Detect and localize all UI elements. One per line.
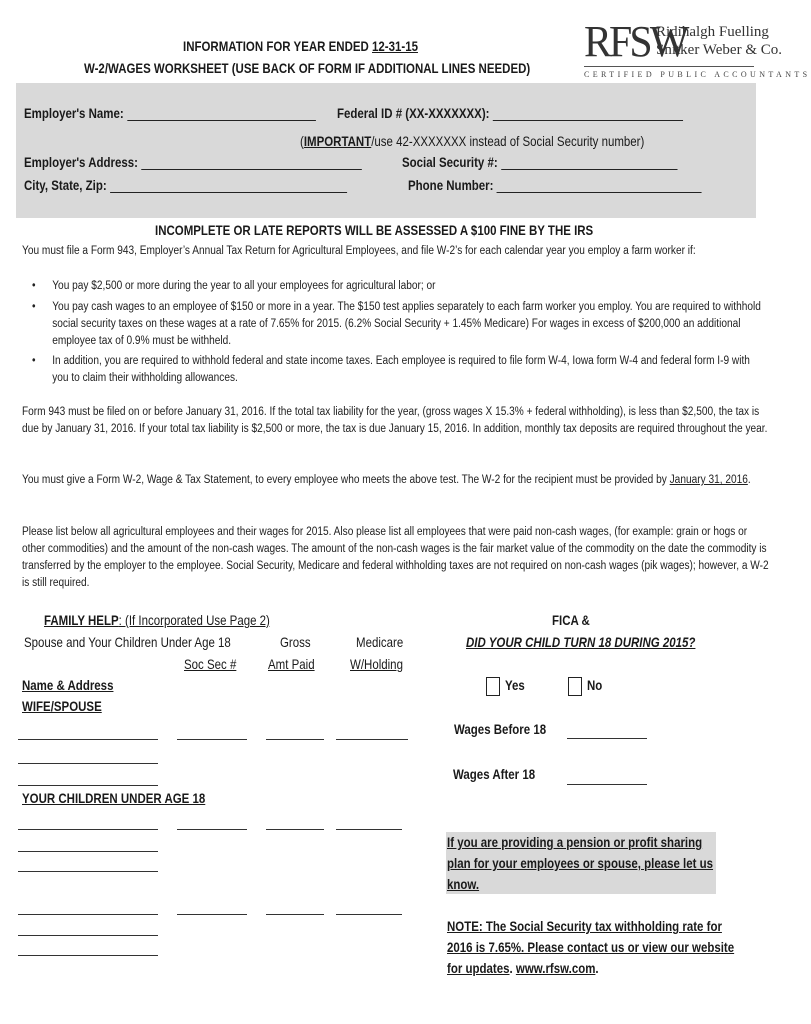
intro-bullet-2-text: You pay cash wages to an employee of $150 or more in a year. The $150 test applies separately to each farm worker you employ. You are required to withhold social security taxes on these wages at a rate of 7.65% for 2015. (6.2% Social Security + 1.45% Medicare) For wages in excess of $200,000 an additional employee tax of 0.9% must be withheld.	[52, 301, 761, 347]
header-year-date: 12-31-15	[372, 38, 418, 54]
rfsw-logo	[584, 17, 811, 82]
fica-title: FICA &	[552, 612, 590, 628]
child2-withholding-line[interactable]	[336, 914, 402, 915]
bullet-dot-1: •	[32, 280, 36, 292]
child-turn-18-question: DID YOUR CHILD TURN 18 DURING 2015?	[466, 634, 696, 650]
amt-paid-heading: Amt Paid	[268, 656, 315, 672]
employer-name-row	[24, 105, 316, 121]
logo-letters: RFSW	[584, 17, 687, 66]
child1-amt-paid-line[interactable]	[266, 829, 324, 830]
social-security-label: Social Security #:	[402, 154, 498, 170]
child2-name-line-1[interactable]	[18, 914, 158, 915]
important-note	[300, 133, 644, 149]
city-state-zip-field[interactable]	[110, 178, 347, 193]
intro-paragraph-3-text: You must give a Form W-2, Wage & Tax Statement, to every employee who meets the above test. The W-2 for the recipient must be provided by	[22, 474, 670, 486]
bullet-dot-2: •	[32, 301, 36, 313]
phone-field[interactable]	[497, 178, 702, 193]
intro-bullet-3-text: In addition, you are required to withhold federal and state income taxes. Each employee is required to file form W-4, Iowa form W-4 and federal form I-9 with you to claim their withholding allowances.	[52, 355, 750, 384]
soc-sec-heading: Soc Sec #	[184, 656, 237, 672]
intro-bullet-3	[32, 353, 762, 387]
ss-note-end: .	[595, 960, 599, 976]
family-help-heading	[44, 612, 270, 628]
important-word: IMPORTANT	[303, 133, 372, 149]
child1-name-line-1[interactable]	[18, 829, 158, 830]
employer-address-label: Employer's Address:	[24, 154, 138, 170]
federal-id-label: Federal ID # (XX-XXXXXXX):	[337, 105, 490, 121]
header-year-label: INFORMATION FOR YEAR ENDED	[183, 38, 369, 54]
w2-deadline: January 31, 2016	[669, 474, 748, 486]
spouse-name-line-2[interactable]	[18, 763, 158, 764]
intro-bullet-1	[32, 278, 762, 295]
ss-rate-note-text: NOTE: The Social Security tax withholding rate for 2016 is 7.65%. Please contact us or view our website for updates	[447, 918, 735, 976]
name-address-heading: Name & Address	[22, 677, 114, 693]
wages-before-18-label: Wages Before 18	[454, 721, 547, 737]
spouse-name-line-1[interactable]	[18, 739, 158, 740]
important-rest: /use 42-XXXXXXX instead of Social Security number)	[371, 133, 645, 149]
yes-checkbox[interactable]	[486, 677, 500, 696]
child1-soc-sec-line[interactable]	[177, 829, 247, 830]
federal-id-row	[337, 105, 683, 121]
wages-before-18-field[interactable]	[567, 738, 647, 739]
spouse-children-heading: Spouse and Your Children Under Age 18	[24, 634, 231, 650]
employer-address-field[interactable]	[141, 155, 362, 170]
child2-name-line-3[interactable]	[18, 955, 158, 956]
wages-after-18-field[interactable]	[567, 784, 647, 785]
gross-heading: Gross	[280, 634, 311, 650]
child1-withholding-line[interactable]	[336, 829, 402, 830]
your-children-heading: YOUR CHILDREN UNDER AGE 18	[22, 790, 206, 806]
intro-bullet-1-text: You pay $2,500 or more during the year to all your employees for agricultural labor; or	[52, 280, 436, 292]
logo-firm-line-2: Snitker Weber & Co.	[656, 42, 782, 58]
child2-name-line-2[interactable]	[18, 935, 158, 936]
family-help-rest: : (If Incorporated Use Page 2)	[118, 612, 270, 628]
child2-soc-sec-line[interactable]	[177, 914, 247, 915]
bullet-dot-3: •	[32, 355, 36, 367]
child1-name-line-2[interactable]	[18, 851, 158, 852]
city-state-zip-row	[24, 177, 347, 193]
intro-bullet-2	[32, 299, 762, 350]
no-checkbox[interactable]	[568, 677, 582, 696]
phone-row	[408, 177, 702, 193]
header-line-1	[183, 38, 418, 54]
employer-name-field[interactable]	[127, 106, 316, 121]
child2-amt-paid-line[interactable]	[266, 914, 324, 915]
logo-tagline: CERTIFIED PUBLIC ACCOUNTANTS	[584, 70, 811, 79]
no-label: No	[587, 677, 603, 693]
rfsw-website-link[interactable]: www.rfsw.com	[515, 960, 596, 976]
intro-paragraph-3-end: .	[747, 474, 751, 486]
intro-paragraph-2: Form 943 must be filed on or before January 31, 2016. If the total tax liability for the year, (gross wages X 15.3% + federal withholding), is less than $2,500, the tax is due by January 31, 2016. If your total tax liability is $2,500 or more, the tax is due January 15, 2016. In addition, monthly tax deposits are required throughout the year.	[22, 406, 768, 435]
employer-address-row	[24, 154, 362, 170]
w-holding-heading: W/Holding	[350, 656, 403, 672]
employer-name-label: Employer's Name:	[24, 105, 124, 121]
logo-rule	[584, 66, 754, 67]
yes-label: Yes	[505, 677, 525, 693]
child1-name-line-3[interactable]	[18, 871, 158, 872]
intro-paragraph-3	[22, 472, 770, 489]
medicare-heading: Medicare	[356, 634, 404, 650]
header-line-2: W-2/WAGES WORKSHEET (USE BACK OF FORM IF ADDITIONAL LINES NEEDED)	[84, 60, 531, 76]
spouse-withholding-line[interactable]	[336, 739, 408, 740]
family-help-label: FAMILY HELP	[44, 612, 119, 628]
fine-notice: INCOMPLETE OR LATE REPORTS WILL BE ASSESSED A $100 FINE BY THE IRS	[155, 222, 594, 238]
social-security-row	[402, 154, 677, 170]
spouse-soc-sec-line[interactable]	[177, 739, 247, 740]
employer-info-box	[16, 83, 756, 218]
intro-paragraph-1: You must file a Form 943, Employer’s Annual Tax Return for Agricultural Employees, and file W-2’s for each calendar year you employ a farm worker if:	[22, 245, 696, 257]
phone-label: Phone Number:	[408, 177, 494, 193]
city-state-zip-label: City, State, Zip:	[24, 177, 107, 193]
intro-paragraph-4: Please list below all agricultural employees and their wages for 2015. Also please list all employees that were paid non-cash wages, (for example: grain or hogs or other commodities) and the amount of the non-cash wages. The amount of the non-cash wages is the fair market value of the commodity on the date the commodity is transferred by the employer to the employee. Social Security, Medicare and federal withholding taxes are not required on non-cash wages (pik wages); however, a W-2 is still required.	[22, 526, 769, 589]
wages-after-18-label: Wages After 18	[453, 766, 536, 782]
ss-note-dot: .	[509, 960, 516, 976]
spouse-name-line-3[interactable]	[18, 785, 158, 786]
social-security-field[interactable]	[501, 155, 677, 170]
spouse-amt-paid-line[interactable]	[266, 739, 324, 740]
wife-spouse-heading: WIFE/SPOUSE	[22, 698, 102, 714]
ss-rate-note	[447, 916, 745, 979]
logo-firm-line-1: Ridihalgh Fuelling	[656, 24, 769, 40]
federal-id-field[interactable]	[493, 106, 683, 121]
pension-note: If you are providing a pension or profit sharing plan for your employees or spouse, please let us know.	[447, 834, 714, 892]
important-paren: (	[300, 133, 304, 149]
